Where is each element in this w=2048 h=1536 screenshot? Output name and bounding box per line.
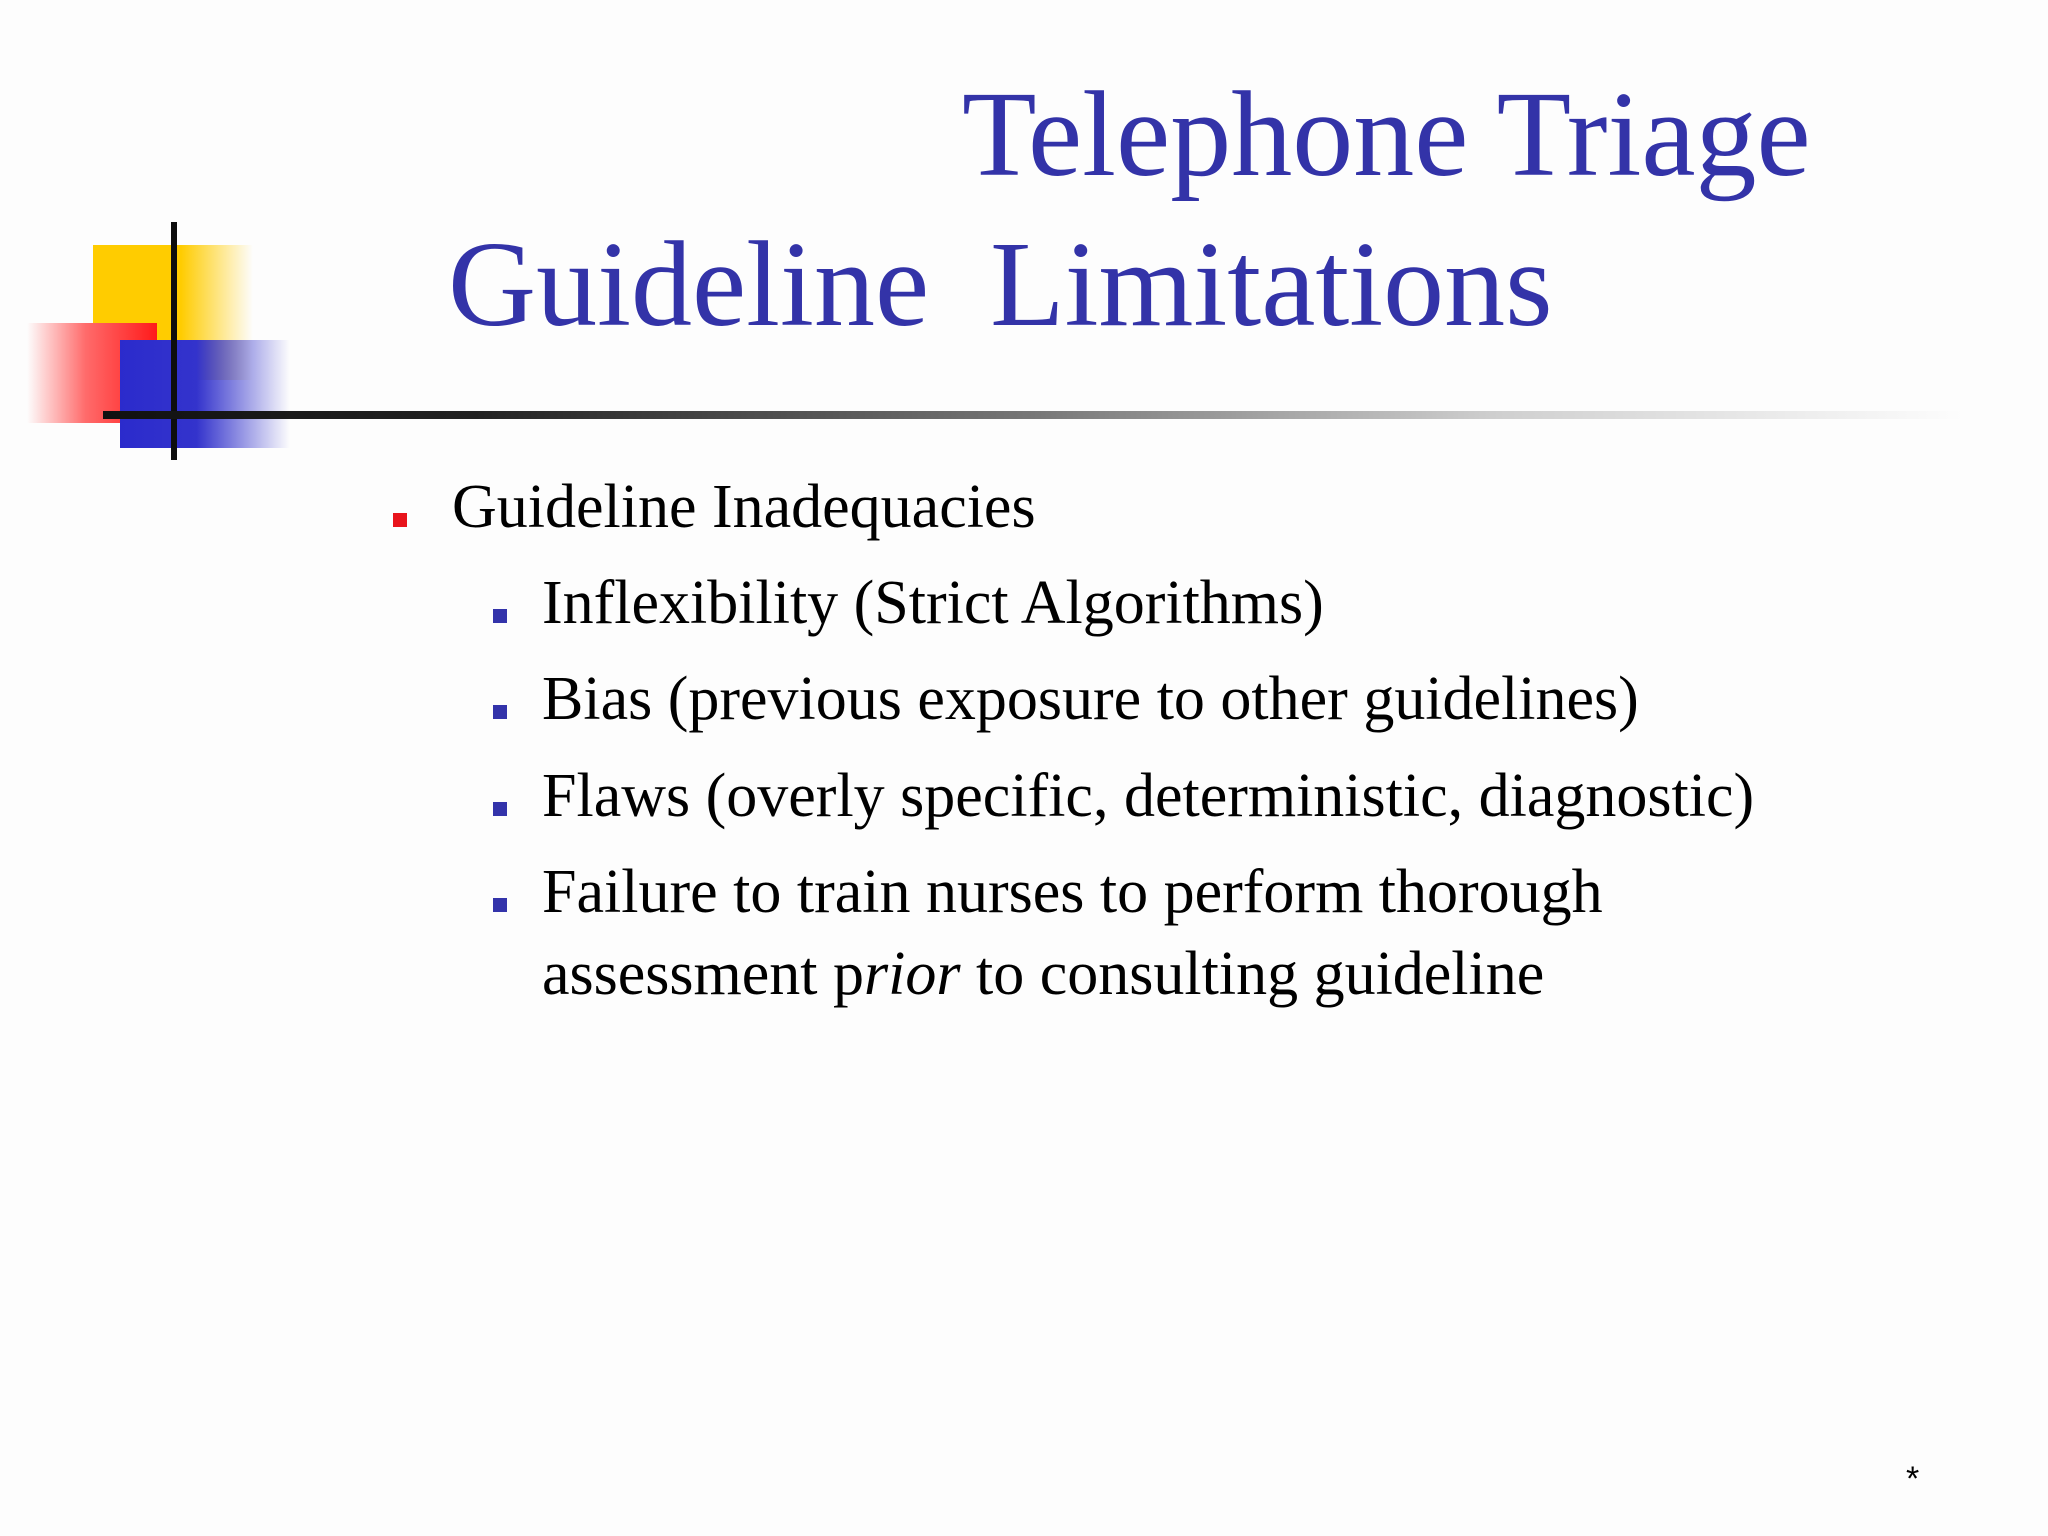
bullet-text-italic-segment: rior <box>864 940 961 1008</box>
bullet-item-level-2: Inflexibility (Strict Algorithms) <box>542 569 1324 637</box>
slide-title-line-1: Telephone Triage <box>962 67 1811 202</box>
bullet-square-icon <box>393 513 407 527</box>
slide-title-line-2: Guideline Limitations <box>448 217 1553 352</box>
footer-mark: * <box>1906 1460 1920 1498</box>
bullet-square-icon <box>493 802 507 816</box>
bullet-text-segment: to consulting guideline <box>960 940 1545 1008</box>
bullet-square-icon <box>493 705 507 719</box>
bullet-item-level-2: Bias (previous exposure to other guidelines) <box>542 665 1639 733</box>
bullet-text-segment: assessment p <box>542 940 865 1008</box>
bullet-item-level-2-line-1: Failure to train nurses to perform thorough <box>542 858 1603 926</box>
bullet-item-level-2-line-2 <box>542 933 1544 1015</box>
bullet-square-icon <box>493 609 507 623</box>
bullet-item-level-2: Flaws (overly specific, deterministic, diagnostic) <box>542 762 1755 830</box>
bullet-item-level-1: Guideline Inadequacies <box>452 473 1036 541</box>
bullet-square-icon <box>493 898 507 912</box>
